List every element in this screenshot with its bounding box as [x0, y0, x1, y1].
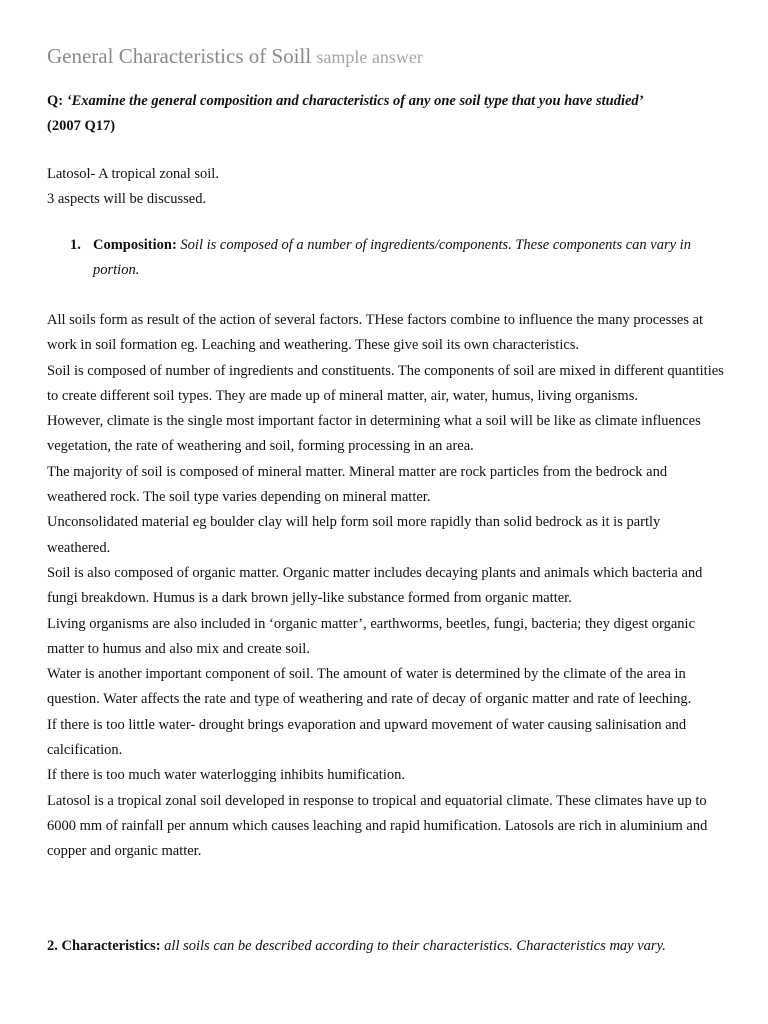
paragraph: The majority of soil is composed of mineral matter. Mineral matter are rock particles from the bedrock and weathered rock. The soil type varies depending on mineral matter.: [47, 463, 668, 506]
paragraph: Latosol is a tropical zonal soil developed in response to tropical and equatorial climate. These climates have up to 6000 mm of rainfall per annum which causes leaching and rapid humification. Latosols are rich in aluminium and copper and organic matter.: [47, 792, 708, 860]
section-description: all soils can be described according to their characteristics. Characteristics may vary.: [164, 938, 666, 954]
intro-block: [47, 162, 727, 212]
section-composition-heading: [70, 233, 730, 283]
section-description: Soil is composed of a number of ingredients/components. These components can vary in portion.: [93, 237, 691, 278]
paragraph: Water is another important component of soil. The amount of water is determined by the climate of the area in question. Water affects the rate and type of weathering and rate of decay of organic matter and rate of leeching.: [47, 666, 692, 708]
paragraph: However, climate is the single most important factor in determining what a soil will be like as climate influences vegetation, the rate of weathering and soil, forming processing in an area.: [47, 413, 701, 455]
section-heading-content: [93, 233, 730, 283]
section-characteristics-heading: [47, 934, 727, 959]
intro-line: 3 aspects will be discussed.: [47, 191, 207, 207]
question-prefix: Q:: [47, 93, 67, 109]
section-label: 2. Characteristics:: [47, 938, 161, 954]
intro-line: Latosol- A tropical zonal soil.: [47, 166, 219, 182]
title-subtitle: sample answer: [316, 47, 423, 67]
section-label: Composition:: [93, 237, 177, 253]
paragraph: If there is too little water- drought brings evaporation and upward movement of water causing salinisation and calcification.: [47, 716, 687, 759]
section-number: 1.: [70, 237, 81, 253]
paragraph: Living organisms are also included in ‘organic matter’, earthworms, beetles, fungi, bacteria; they digest organic matter to humus and also mix and create soil.: [47, 615, 696, 657]
document-title: [47, 44, 423, 69]
body-text: [47, 308, 727, 865]
paragraph: Soil is also composed of organic matter. Organic matter includes decaying plants and animals which bacteria and fungi breakdown. Humus is a dark brown jelly-like substance formed from organic matter.: [47, 564, 703, 607]
exam-question: [47, 89, 727, 139]
title-main: General Characteristics of Soill: [47, 44, 312, 68]
paragraph: If there is too much water waterlogging inhibits humification.: [47, 767, 405, 784]
question-text: ‘Examine the general composition and characteristics of any one soil type that you have studied’: [66, 93, 644, 109]
paragraph: Unconsolidated material eg boulder clay will help form soil more rapidly than solid bedrock as it is partly weathered.: [47, 514, 661, 556]
paragraph: Soil is composed of number of ingredients and constituents. The components of soil are mixed in different quantities to create different soil types. They are made up of mineral matter, air, water, humus, living organisms.: [47, 362, 724, 404]
question-year: (2007 Q17): [47, 118, 116, 134]
paragraph: All soils form as result of the action of several factors. THese factors combine to influence the many processes at work in soil formation eg. Leaching and weathering. These give soil its own characteristics.: [47, 312, 704, 354]
